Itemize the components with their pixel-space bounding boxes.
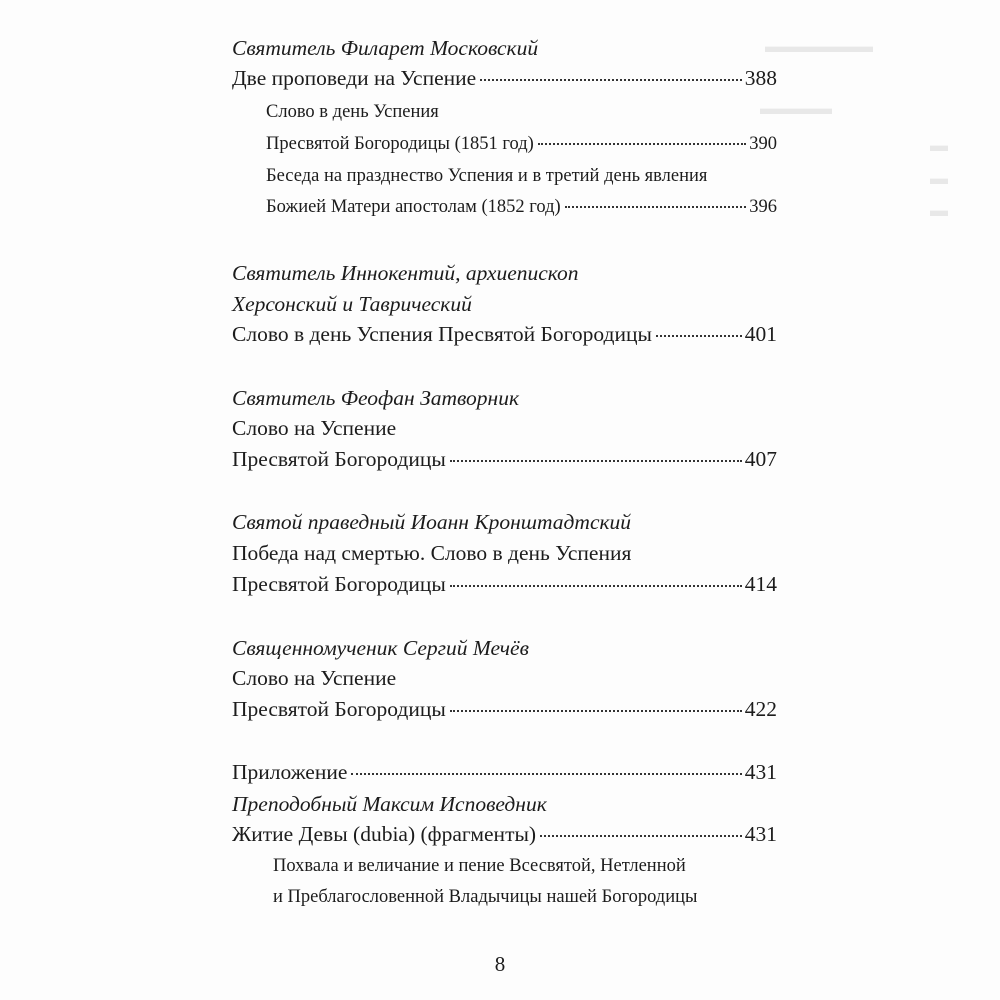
entry-title: Две проповеди на Успение [232, 66, 477, 90]
toc-entry[interactable] [232, 697, 777, 731]
page-number: 422 [744, 697, 777, 721]
dot-leader [540, 835, 742, 837]
toc-subentry-line [273, 856, 777, 890]
author-heading: Священномученик Сергий Мечёв [232, 636, 529, 660]
show-through-decoration: ▬ [930, 200, 948, 220]
entry-title: Пресвятой Богородицы [232, 447, 446, 471]
page-number: 414 [744, 572, 777, 596]
author-heading: Святитель Филарет Московский [232, 36, 539, 60]
dot-leader [656, 335, 742, 337]
dot-leader [450, 710, 742, 712]
entry-title: Пресвятой Богородицы [232, 697, 446, 721]
toc-entry[interactable] [232, 66, 777, 100]
author-heading: Святой праведный Иоанн Кронштадтский [232, 510, 632, 534]
author-heading: Святитель Феофан Затворник [232, 386, 520, 410]
entry-title: Слово в день Успения [266, 102, 439, 122]
entry-title: Слово в день Успения Пресвятой Богородицы [232, 322, 652, 346]
dot-leader [450, 585, 742, 587]
show-through-decoration: ▬▬▬▬ [760, 98, 832, 118]
entry-title: Похвала и величание и пение Всесвятой, Нетленной [273, 856, 686, 876]
entry-title: Пресвятой Богородицы (1851 год) [266, 134, 534, 154]
toc-subentry-line [273, 887, 777, 921]
entry-title: Пресвятой Богородицы [232, 572, 446, 596]
page-number: 396 [749, 197, 777, 217]
toc-entry[interactable] [232, 572, 777, 606]
toc-entry-line [232, 541, 777, 575]
entry-title: Житие Девы (dubia) (фрагменты) [232, 822, 537, 846]
toc-subentry-line [266, 102, 777, 136]
page-number: 388 [744, 66, 777, 90]
dot-leader [450, 460, 742, 462]
toc-entry[interactable] [232, 447, 777, 481]
entry-title: Слово на Успение [232, 416, 397, 440]
toc-entry-line [232, 416, 777, 450]
dot-leader [480, 79, 742, 81]
author-heading: Преподобный Максим Исповедник [232, 792, 547, 816]
page-number: 390 [749, 134, 777, 154]
entry-title: Беседа на празднество Успения и в третий день явления [266, 166, 708, 186]
toc-entry-appendix[interactable] [232, 760, 777, 794]
toc-subentry[interactable] [266, 134, 777, 168]
toc-entry[interactable] [232, 322, 777, 356]
page-folio: 8 [494, 952, 506, 976]
page-number: 401 [744, 322, 777, 346]
entry-title: и Преблагословенной Владычицы нашей Богородицы [273, 887, 698, 907]
page-number: 431 [744, 760, 777, 784]
show-through-decoration: ▬ [930, 168, 948, 188]
entry-title: Божией Матери апостолам (1852 год) [266, 197, 561, 217]
author-heading: Святитель Иннокентий, архиепископ [232, 261, 579, 285]
show-through-decoration: ▬ [930, 135, 948, 155]
toc-subentry[interactable] [266, 197, 777, 231]
show-through-decoration: ▬▬▬▬▬▬ [765, 36, 873, 56]
toc-subentry-line [266, 166, 777, 200]
page-number: 407 [744, 447, 777, 471]
toc-entry-line [232, 666, 777, 700]
dot-leader [351, 773, 741, 775]
dot-leader [565, 206, 747, 208]
toc-entry[interactable] [232, 822, 777, 856]
entry-title: Слово на Успение [232, 666, 397, 690]
entry-title: Победа над смертью. Слово в день Успения [232, 541, 632, 565]
dot-leader [538, 143, 746, 145]
entry-title: Приложение [232, 760, 348, 784]
page-number: 431 [744, 822, 777, 846]
author-heading: Херсонский и Таврический [232, 292, 472, 316]
